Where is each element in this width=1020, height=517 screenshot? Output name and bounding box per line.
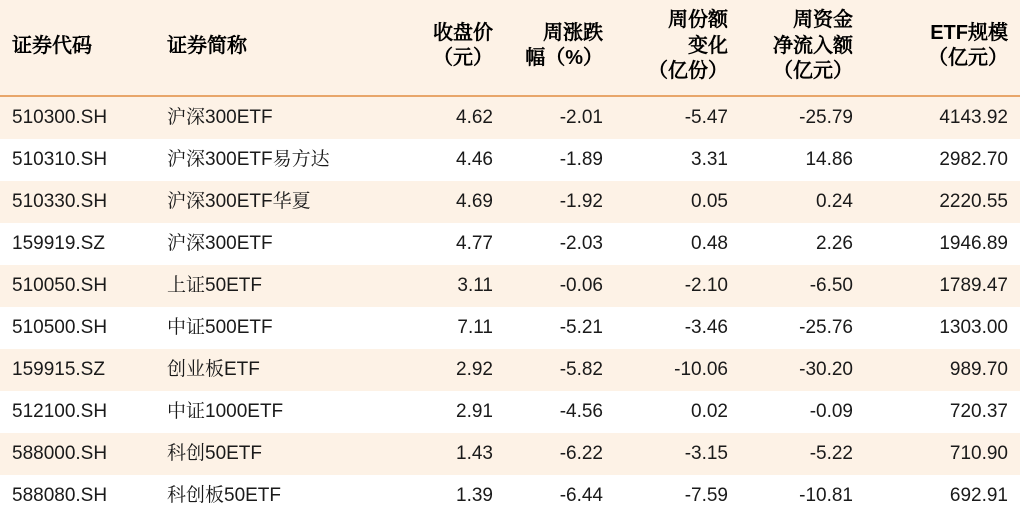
cell-share-chg: -3.46 xyxy=(615,307,740,349)
cell-net-inflow: -5.22 xyxy=(740,433,865,475)
table-row xyxy=(0,96,1020,139)
table-body xyxy=(0,96,1020,517)
cell-net-inflow: -6.50 xyxy=(740,265,865,307)
cell-name: 科创50ETF xyxy=(155,433,390,475)
cell-share-chg: -7.59 xyxy=(615,475,740,517)
column-header-close: 收盘价 （元） xyxy=(390,0,505,96)
table-row xyxy=(0,307,1020,349)
cell-change: -5.82 xyxy=(505,349,615,391)
column-header-change: 周涨跌 幅（%） xyxy=(505,0,615,96)
cell-share-chg: -2.10 xyxy=(615,265,740,307)
cell-name: 创业板ETF xyxy=(155,349,390,391)
table-row xyxy=(0,475,1020,517)
table-header xyxy=(0,0,1020,96)
cell-change: -4.56 xyxy=(505,391,615,433)
header-row xyxy=(0,0,1020,96)
cell-share-chg: 3.31 xyxy=(615,139,740,181)
cell-code: 159919.SZ xyxy=(0,223,155,265)
cell-share-chg: -5.47 xyxy=(615,96,740,139)
cell-net-inflow: -25.76 xyxy=(740,307,865,349)
cell-etf-size: 2982.70 xyxy=(865,139,1020,181)
table-row xyxy=(0,391,1020,433)
cell-code: 512100.SH xyxy=(0,391,155,433)
cell-change: -6.22 xyxy=(505,433,615,475)
column-header-name: 证券简称 xyxy=(155,0,390,96)
cell-code: 159915.SZ xyxy=(0,349,155,391)
cell-net-inflow: -10.81 xyxy=(740,475,865,517)
cell-share-chg: 0.05 xyxy=(615,181,740,223)
cell-net-inflow: 0.24 xyxy=(740,181,865,223)
table-row xyxy=(0,433,1020,475)
cell-net-inflow: 14.86 xyxy=(740,139,865,181)
cell-net-inflow: 2.26 xyxy=(740,223,865,265)
cell-name: 科创板50ETF xyxy=(155,475,390,517)
cell-code: 510300.SH xyxy=(0,96,155,139)
cell-net-inflow: -30.20 xyxy=(740,349,865,391)
cell-etf-size: 2220.55 xyxy=(865,181,1020,223)
cell-close: 4.77 xyxy=(390,223,505,265)
cell-etf-size: 692.91 xyxy=(865,475,1020,517)
cell-name: 中证1000ETF xyxy=(155,391,390,433)
cell-code: 510310.SH xyxy=(0,139,155,181)
cell-close: 4.62 xyxy=(390,96,505,139)
cell-change: -0.06 xyxy=(505,265,615,307)
cell-name: 沪深300ETF易方达 xyxy=(155,139,390,181)
table-row xyxy=(0,181,1020,223)
cell-share-chg: -3.15 xyxy=(615,433,740,475)
cell-name: 上证50ETF xyxy=(155,265,390,307)
cell-code: 510330.SH xyxy=(0,181,155,223)
cell-etf-size: 1789.47 xyxy=(865,265,1020,307)
table-row xyxy=(0,265,1020,307)
cell-share-chg: 0.48 xyxy=(615,223,740,265)
cell-change: -2.03 xyxy=(505,223,615,265)
cell-close: 2.92 xyxy=(390,349,505,391)
cell-close: 4.46 xyxy=(390,139,505,181)
cell-close: 2.91 xyxy=(390,391,505,433)
table-row xyxy=(0,139,1020,181)
column-header-share-chg: 周份额 变化 （亿份） xyxy=(615,0,740,96)
cell-etf-size: 4143.92 xyxy=(865,96,1020,139)
cell-change: -5.21 xyxy=(505,307,615,349)
cell-code: 510050.SH xyxy=(0,265,155,307)
cell-etf-size: 710.90 xyxy=(865,433,1020,475)
cell-change: -6.44 xyxy=(505,475,615,517)
column-header-code: 证券代码 xyxy=(0,0,155,96)
cell-name: 沪深300ETF xyxy=(155,223,390,265)
cell-share-chg: 0.02 xyxy=(615,391,740,433)
cell-close: 1.39 xyxy=(390,475,505,517)
cell-etf-size: 1946.89 xyxy=(865,223,1020,265)
cell-code: 510500.SH xyxy=(0,307,155,349)
cell-code: 588000.SH xyxy=(0,433,155,475)
cell-change: -1.92 xyxy=(505,181,615,223)
cell-close: 3.11 xyxy=(390,265,505,307)
cell-name: 中证500ETF xyxy=(155,307,390,349)
cell-name: 沪深300ETF xyxy=(155,96,390,139)
cell-net-inflow: -0.09 xyxy=(740,391,865,433)
cell-net-inflow: -25.79 xyxy=(740,96,865,139)
cell-close: 1.43 xyxy=(390,433,505,475)
cell-change: -2.01 xyxy=(505,96,615,139)
cell-name: 沪深300ETF华夏 xyxy=(155,181,390,223)
cell-etf-size: 1303.00 xyxy=(865,307,1020,349)
cell-close: 4.69 xyxy=(390,181,505,223)
cell-close: 7.11 xyxy=(390,307,505,349)
cell-etf-size: 720.37 xyxy=(865,391,1020,433)
cell-code: 588080.SH xyxy=(0,475,155,517)
cell-share-chg: -10.06 xyxy=(615,349,740,391)
table-row xyxy=(0,349,1020,391)
table-row xyxy=(0,223,1020,265)
column-header-net-inflow: 周资金 净流入额 （亿元） xyxy=(740,0,865,96)
cell-etf-size: 989.70 xyxy=(865,349,1020,391)
column-header-etf-size: ETF规模 （亿元） xyxy=(865,0,1020,96)
cell-change: -1.89 xyxy=(505,139,615,181)
